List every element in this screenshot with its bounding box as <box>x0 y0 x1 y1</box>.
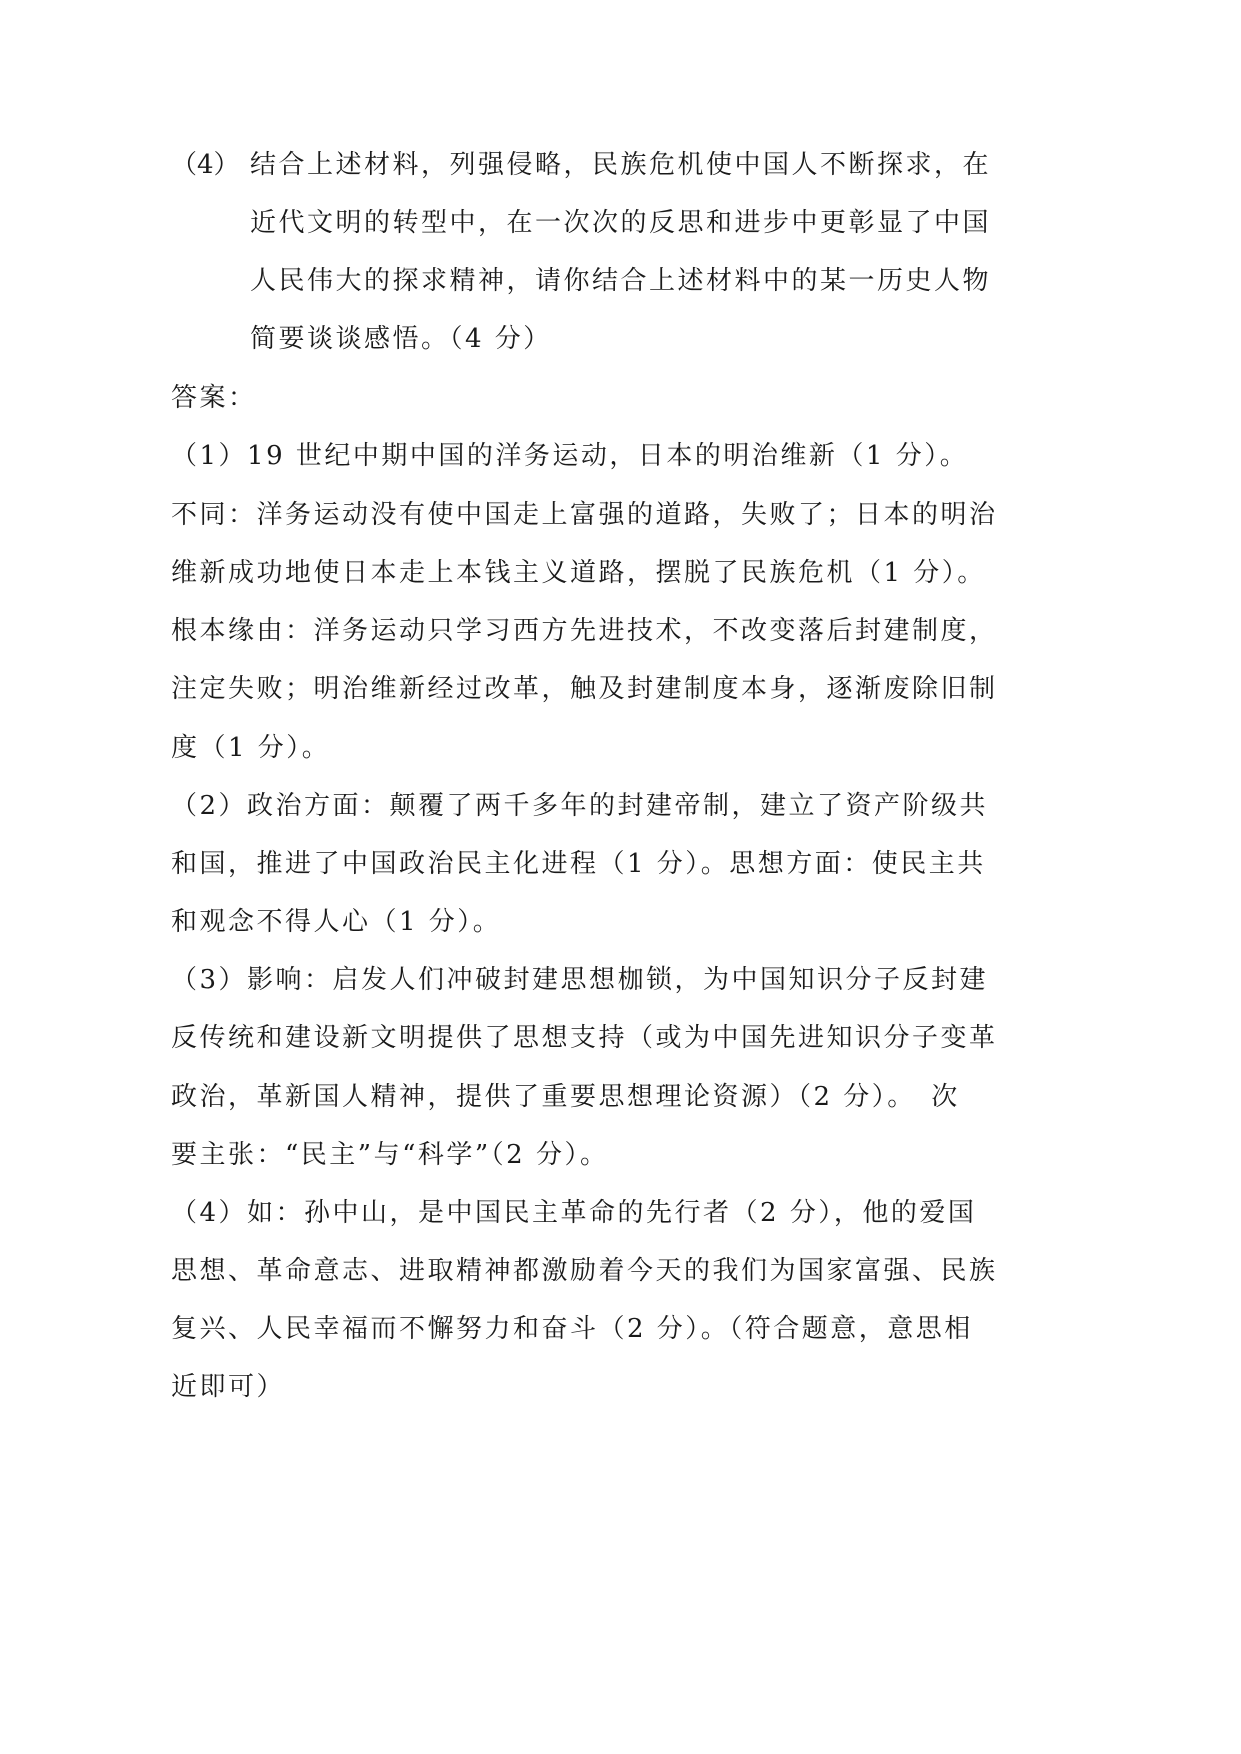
answer-label: 答案： <box>171 383 257 413</box>
answer-line: （1）19 世纪中期中国的洋务运动，日本的明治维新（1 分）。 <box>171 441 969 471</box>
answer-line: 政治，革新国人精神，提供了重要思想理论资源）（2 分）。 次 <box>171 1082 960 1112</box>
answer-line: 反传统和建设新文明提供了思想支持（或为中国先进知识分子变革 <box>171 1023 998 1053</box>
answer-line: （4）如：孙中山，是中国民主革命的先行者（2 分），他的爱国 <box>171 1198 977 1228</box>
question-line-1: 结合上述材料，列强侵略，民族危机使中国人不断探求，在 <box>250 150 992 180</box>
answer-line: （2）政治方面：颠覆了两千多年的封建帝制，建立了资产阶级共 <box>171 791 989 821</box>
answer-line: 和观念不得人心（1 分）。 <box>171 907 502 937</box>
answer-line: 和国，推进了中国政治民主化进程（1 分）。思想方面：使民主共 <box>171 849 986 879</box>
answer-line: 思想、革命意志、进取精神都激励着今天的我们为国家富强、民族 <box>171 1256 998 1286</box>
answer-line: （3）影响：启发人们冲破封建思想枷锁，为中国知识分子反封建 <box>171 965 989 995</box>
answer-line: 复兴、人民幸福而不懈努力和奋斗（2 分）。（符合题意，意思相 <box>171 1314 973 1344</box>
question-line-4: 简要谈谈感悟。（4 分） <box>250 324 552 354</box>
answer-line: 度（1 分）。 <box>171 733 331 763</box>
question-line-3: 人民伟大的探求精神，请你结合上述材料中的某一历史人物 <box>250 266 992 296</box>
answer-line: 不同：洋务运动没有使中国走上富强的道路，失败了；日本的明治 <box>171 500 998 530</box>
answer-line: 注定失败；明治维新经过改革，触及封建制度本身，逐渐废除旧制 <box>171 674 998 704</box>
question-line-2: 近代文明的转型中，在一次次的反思和进步中更彰显了中国 <box>250 208 992 238</box>
answer-line: 根本缘由：洋务运动只学习西方先进技术，不改变落后封建制度， <box>171 616 998 646</box>
answer-line: 要主张：“民主”与“科学”（2 分）。 <box>171 1140 609 1170</box>
answer-line: 近即可） <box>171 1372 286 1402</box>
answer-line: 维新成功地使日本走上本钱主义道路，摆脱了民族危机（1 分）。 <box>171 558 986 588</box>
question-number: （4） <box>171 150 240 180</box>
